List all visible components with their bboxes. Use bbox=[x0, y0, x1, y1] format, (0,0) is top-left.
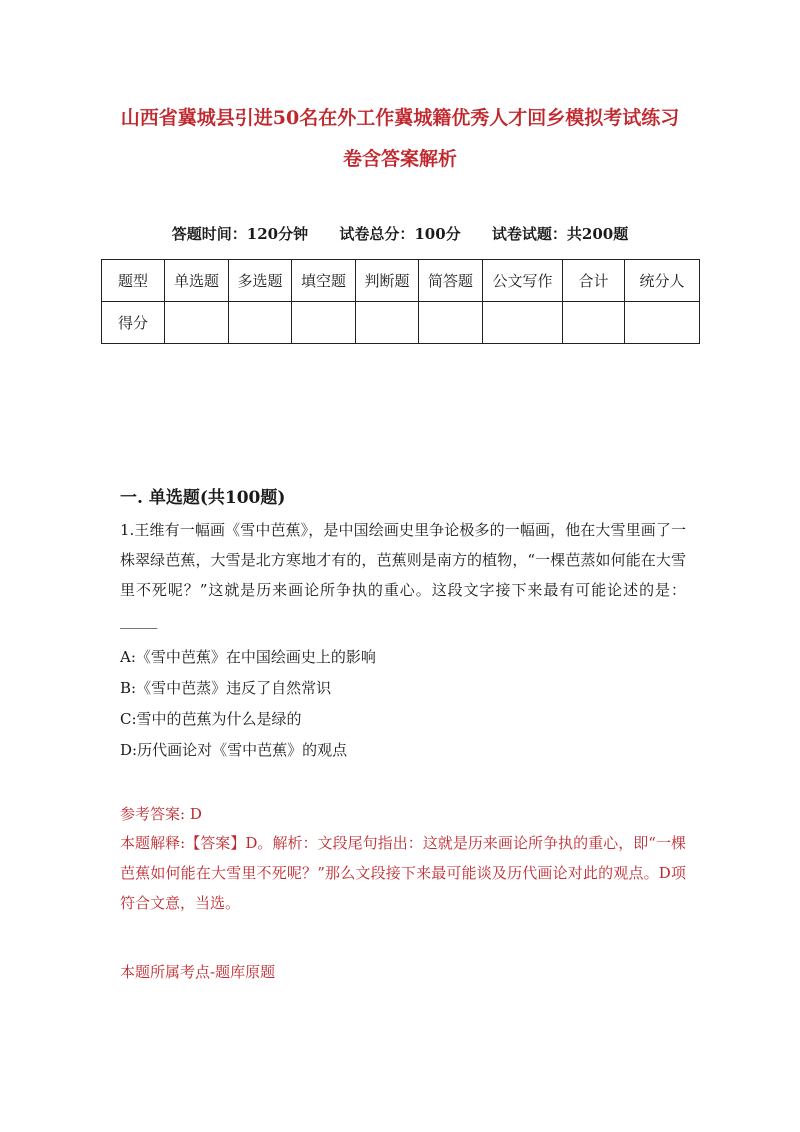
exam-total-score: 试卷总分：100分 bbox=[339, 225, 461, 243]
option-b: B:《雪中芭蒸》违反了自然常识 bbox=[120, 679, 332, 697]
answer-analysis: 本题解释:【答案】D。解析：文段尾句指出：这就是历来画论所争执的重心，即“一棵芭蕉如何能在大雪里不死呢？”那么文段接下来最可能谈及历代画论对此的观点。D项符合文意，当选。 bbox=[120, 834, 686, 912]
reference-answer: 参考答案: D bbox=[120, 805, 202, 823]
header-cell: 填空题 bbox=[292, 260, 356, 302]
option-c: C:雪中的芭蕉为什么是绿的 bbox=[120, 710, 302, 728]
score-cell bbox=[292, 302, 356, 344]
header-cell: 题型 bbox=[102, 260, 165, 302]
option-d: D:历代画论对《雪中芭蕉》的观点 bbox=[120, 741, 348, 759]
exam-time: 答题时间：120分钟 bbox=[171, 225, 309, 243]
header-cell: 单选题 bbox=[165, 260, 229, 302]
header-cell: 合计 bbox=[563, 260, 625, 302]
score-cell bbox=[419, 302, 483, 344]
score-cell bbox=[165, 302, 229, 344]
option-a: A:《雪中芭蕉》在中国绘画史上的影响 bbox=[120, 648, 376, 666]
score-cell bbox=[356, 302, 419, 344]
question-text: 1.王维有一幅画《雪中芭蕉》，是中国绘画史里争论极多的一幅画，他在大雪里画了一株翠绿芭蕉，大雪是北方寒地才有的，芭蕉则是南方的植物，“一棵芭蒸如何能在大雪里不死呢？”这就是历来画论所争执的重心。这段文字接下来最有可能论述的是：_____ bbox=[120, 521, 686, 629]
header-cell: 简答题 bbox=[419, 260, 483, 302]
score-cell bbox=[563, 302, 625, 344]
score-cell bbox=[625, 302, 700, 344]
score-cell bbox=[229, 302, 292, 344]
score-table bbox=[101, 259, 700, 344]
exam-total-questions: 试卷试题：共200题 bbox=[491, 225, 629, 243]
option-list bbox=[120, 642, 686, 766]
document-title-line2: 卷含答案解析 bbox=[342, 148, 457, 170]
score-row-label: 得分 bbox=[102, 302, 165, 344]
exam-info bbox=[0, 223, 800, 244]
section-heading: 一. 单选题(共100题) bbox=[120, 488, 286, 508]
document-title-line1: 山西省冀城县引进50名在外工作冀城籍优秀人才回乡模拟考试练习 bbox=[120, 107, 680, 129]
score-table-header-row bbox=[102, 260, 700, 302]
question-source: 本题所属考点-题库原题 bbox=[120, 963, 276, 981]
score-table-score-row bbox=[102, 302, 700, 344]
header-cell: 多选题 bbox=[229, 260, 292, 302]
header-cell: 公文写作 bbox=[483, 260, 563, 302]
score-cell bbox=[483, 302, 563, 344]
header-cell: 判断题 bbox=[356, 260, 419, 302]
header-cell: 统分人 bbox=[625, 260, 700, 302]
